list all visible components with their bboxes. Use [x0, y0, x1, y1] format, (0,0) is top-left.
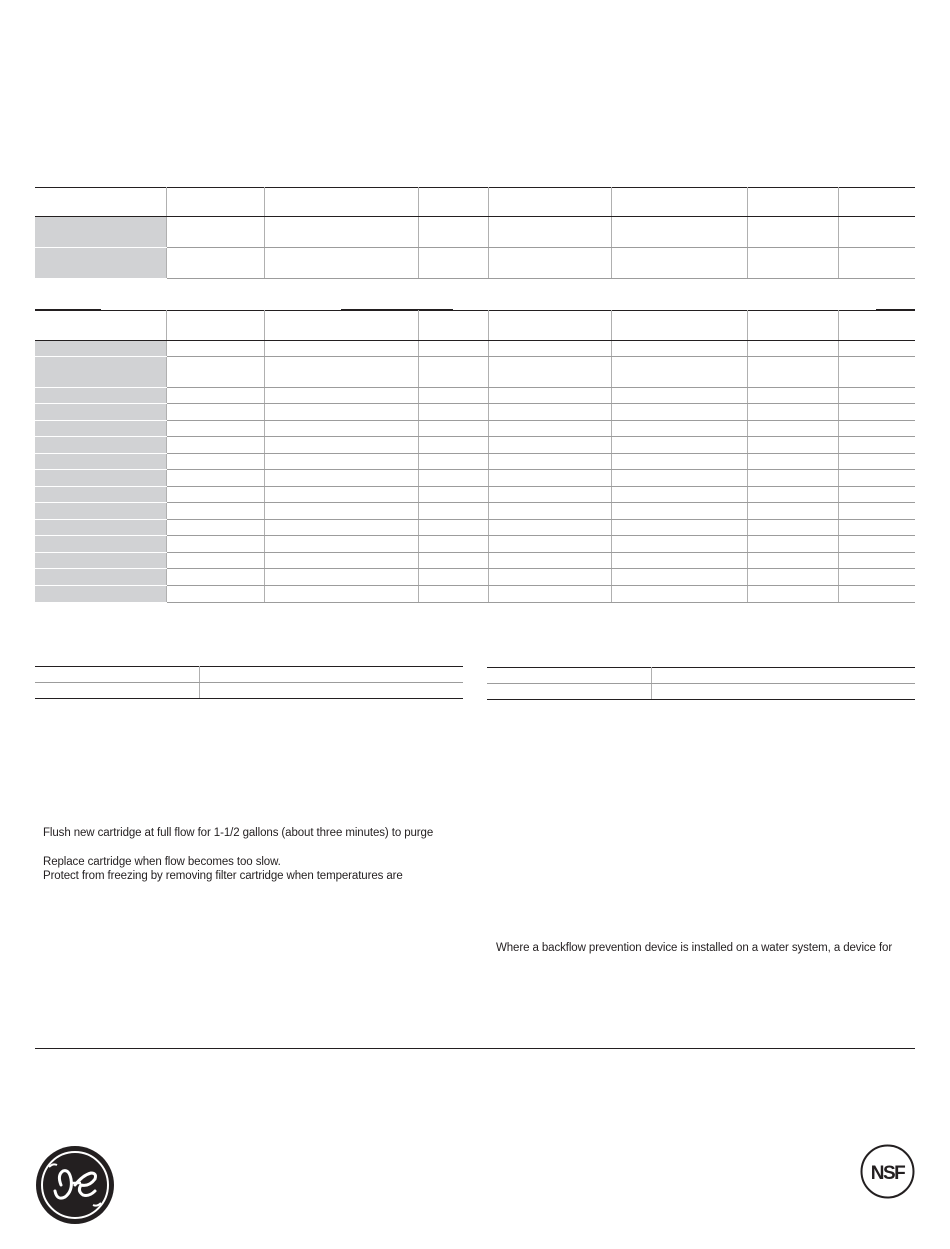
table-row [35, 217, 915, 248]
table-row [35, 569, 915, 586]
table-row [35, 454, 915, 470]
svg-text:NSF: NSF [870, 1163, 905, 1184]
spec-table-right [487, 667, 915, 700]
table-row [35, 421, 915, 437]
performance-table-main [35, 310, 915, 603]
table-row [35, 388, 915, 404]
table-row [35, 503, 915, 520]
performance-table-top [35, 187, 915, 279]
flush-instruction: Flush new cartridge at full flow for 1-1/2 gallons (about three minutes) to purge [43, 827, 434, 839]
table-row [35, 667, 463, 683]
replace-instruction: Replace cartridge when flow becomes too slow. [43, 856, 281, 868]
spec-table-left [35, 666, 463, 699]
backflow-instruction: Where a backflow prevention device is installed on a water system, a device for [496, 942, 893, 954]
table-row [35, 553, 915, 569]
table-row [35, 520, 915, 536]
table-row [35, 341, 915, 357]
table-row [35, 437, 915, 454]
table-row [35, 404, 915, 421]
table-header-row [35, 188, 915, 217]
table-row [35, 470, 915, 487]
table-header-row [35, 311, 915, 341]
footer-divider [35, 1048, 915, 1049]
table-row [35, 357, 915, 388]
nsf-logo [860, 1144, 915, 1199]
table-row [487, 668, 915, 684]
table-row [487, 684, 915, 700]
table-row [35, 536, 915, 553]
table-row [35, 248, 915, 279]
ge-logo [35, 1145, 115, 1225]
table-row [35, 683, 463, 699]
table-row [35, 586, 915, 603]
table-row [35, 487, 915, 503]
protect-instruction: Protect from freezing by removing filter cartridge when temperatures are [43, 870, 403, 882]
